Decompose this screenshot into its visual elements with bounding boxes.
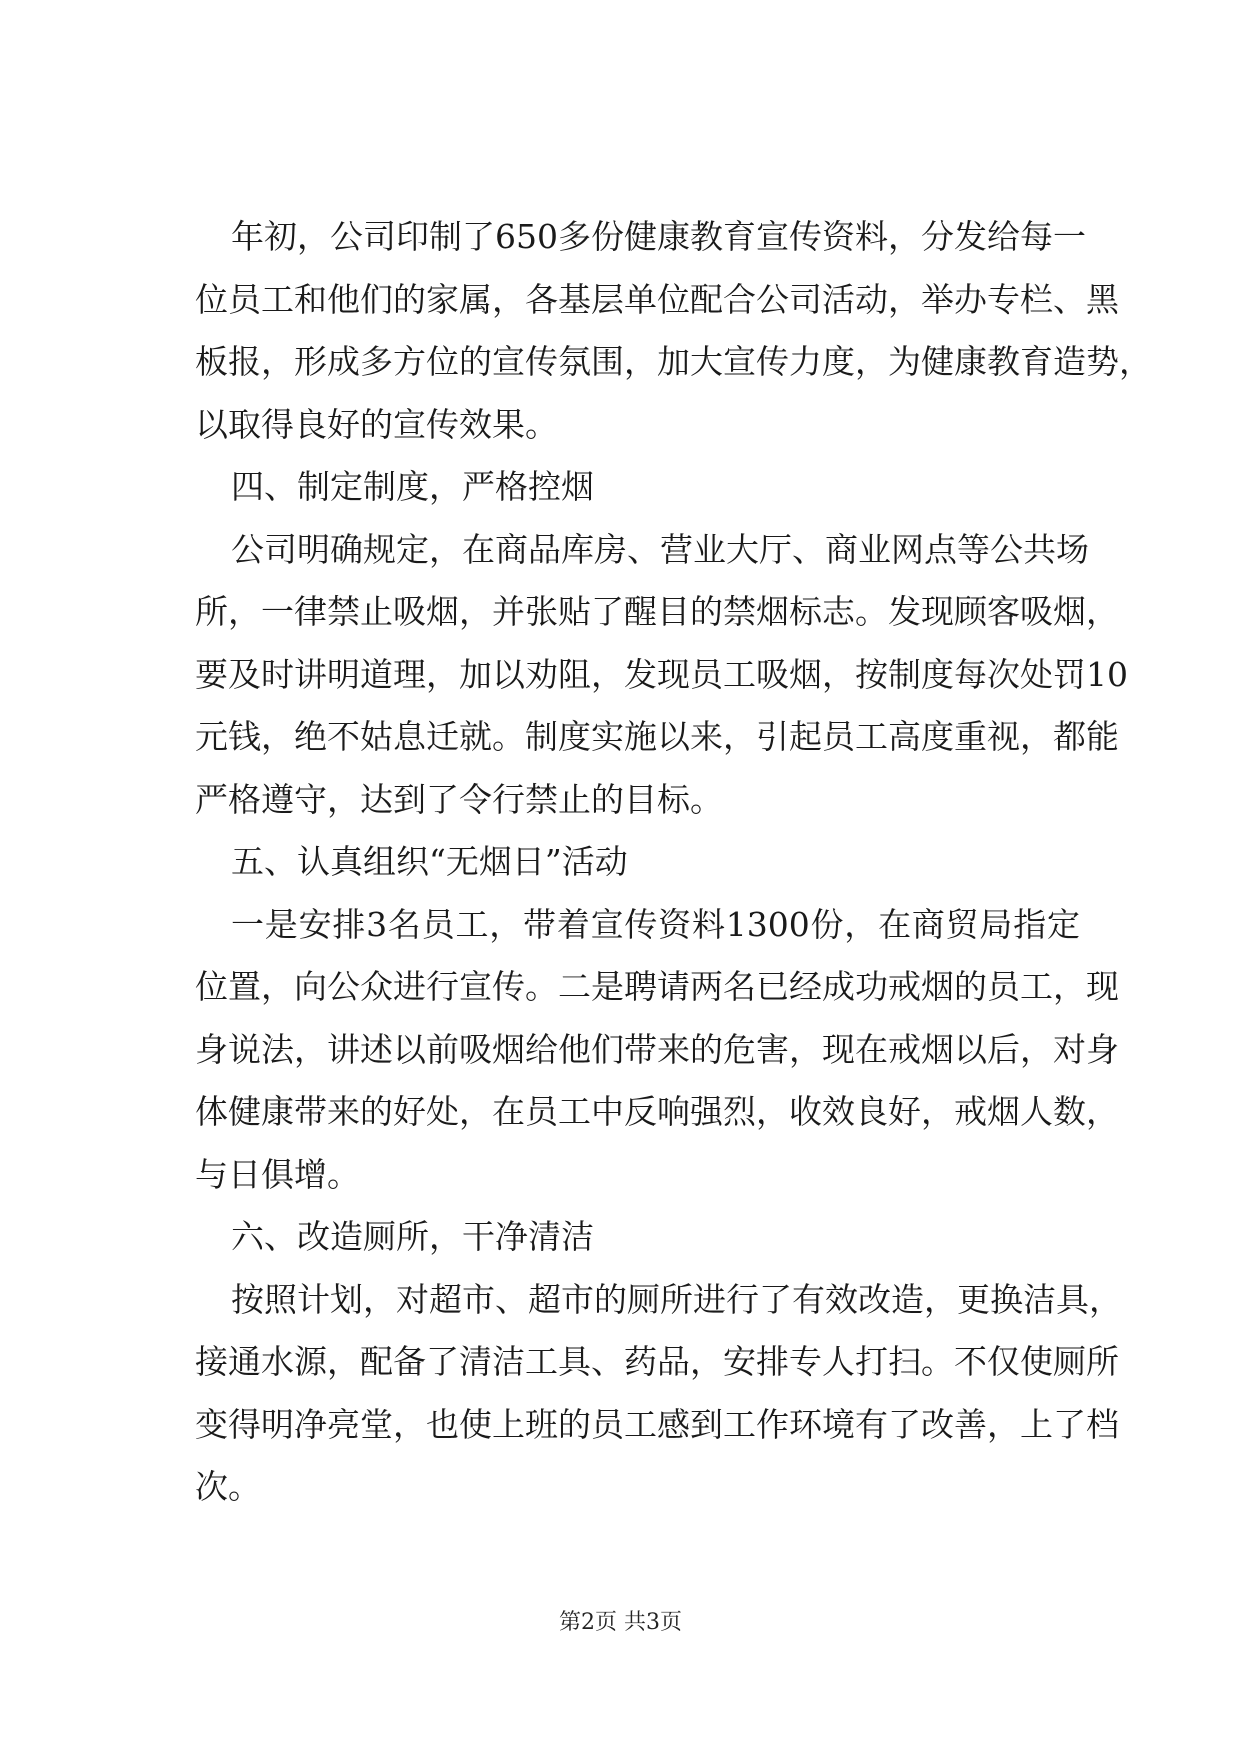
paragraph-line: 次。 [195, 1467, 261, 1506]
paragraph-line: 按照计划，对超市、超市的厕所进行了有效改造，更换洁具， [231, 1279, 1122, 1319]
page-number-footer: 第2页 共3页 [559, 1610, 682, 1635]
paragraph-line: 变得明净亮堂，也使上班的员工感到工作环境有了改善，上了档 [195, 1404, 1119, 1444]
paragraph-line: 接通水源，配备了清洁工具、药品，安排专人打扫。不仅使厕所 [195, 1342, 1119, 1381]
paragraph-line: 公司明确规定，在商品库房、营业大厅、商业网点等公共场 [231, 529, 1089, 569]
paragraph-line: 元钱，绝不姑息迁就。制度实施以来，引起员工高度重视，都能 [195, 717, 1119, 756]
paragraph-line: 要及时讲明道理，加以劝阻，发现员工吸烟，按制度每次处罚10 [195, 654, 1128, 694]
section-heading: 六、改造厕所，干净清洁 [231, 1217, 594, 1256]
paragraph-line: 板报，形成多方位的宣传氛围，加大宣传力度，为健康教育造势， [195, 342, 1152, 381]
section-heading: 五、认真组织“无烟日”活动 [231, 842, 628, 881]
paragraph-line: 与日俱增。 [195, 1154, 360, 1194]
paragraph-line: 一是安排3名员工，带着宣传资料1300份，在商贸局指定 [231, 904, 1080, 944]
paragraph-line: 位员工和他们的家属，各基层单位配合公司活动，举办专栏、黑 [195, 279, 1119, 319]
document-body [195, 206, 1152, 1519]
paragraph-line: 体健康带来的好处，在员工中反响强烈，收效良好，戒烟人数， [195, 1092, 1119, 1131]
section-heading: 四、制定制度，严格控烟 [231, 467, 594, 506]
paragraph-line: 位置，向公众进行宣传。二是聘请两名已经成功戒烟的员工，现 [195, 967, 1119, 1006]
paragraph-line: 所，一律禁止吸烟，并张贴了醒目的禁烟标志。发现顾客吸烟， [195, 592, 1119, 631]
paragraph-line: 以取得良好的宣传效果。 [195, 404, 558, 444]
paragraph-line: 年初，公司印制了650多份健康教育宣传资料，分发给每一 [231, 217, 1086, 256]
paragraph-line: 身说法，讲述以前吸烟给他们带来的危害，现在戒烟以后，对身 [195, 1029, 1119, 1069]
paragraph-line: 严格遵守，达到了令行禁止的目标。 [195, 779, 723, 819]
